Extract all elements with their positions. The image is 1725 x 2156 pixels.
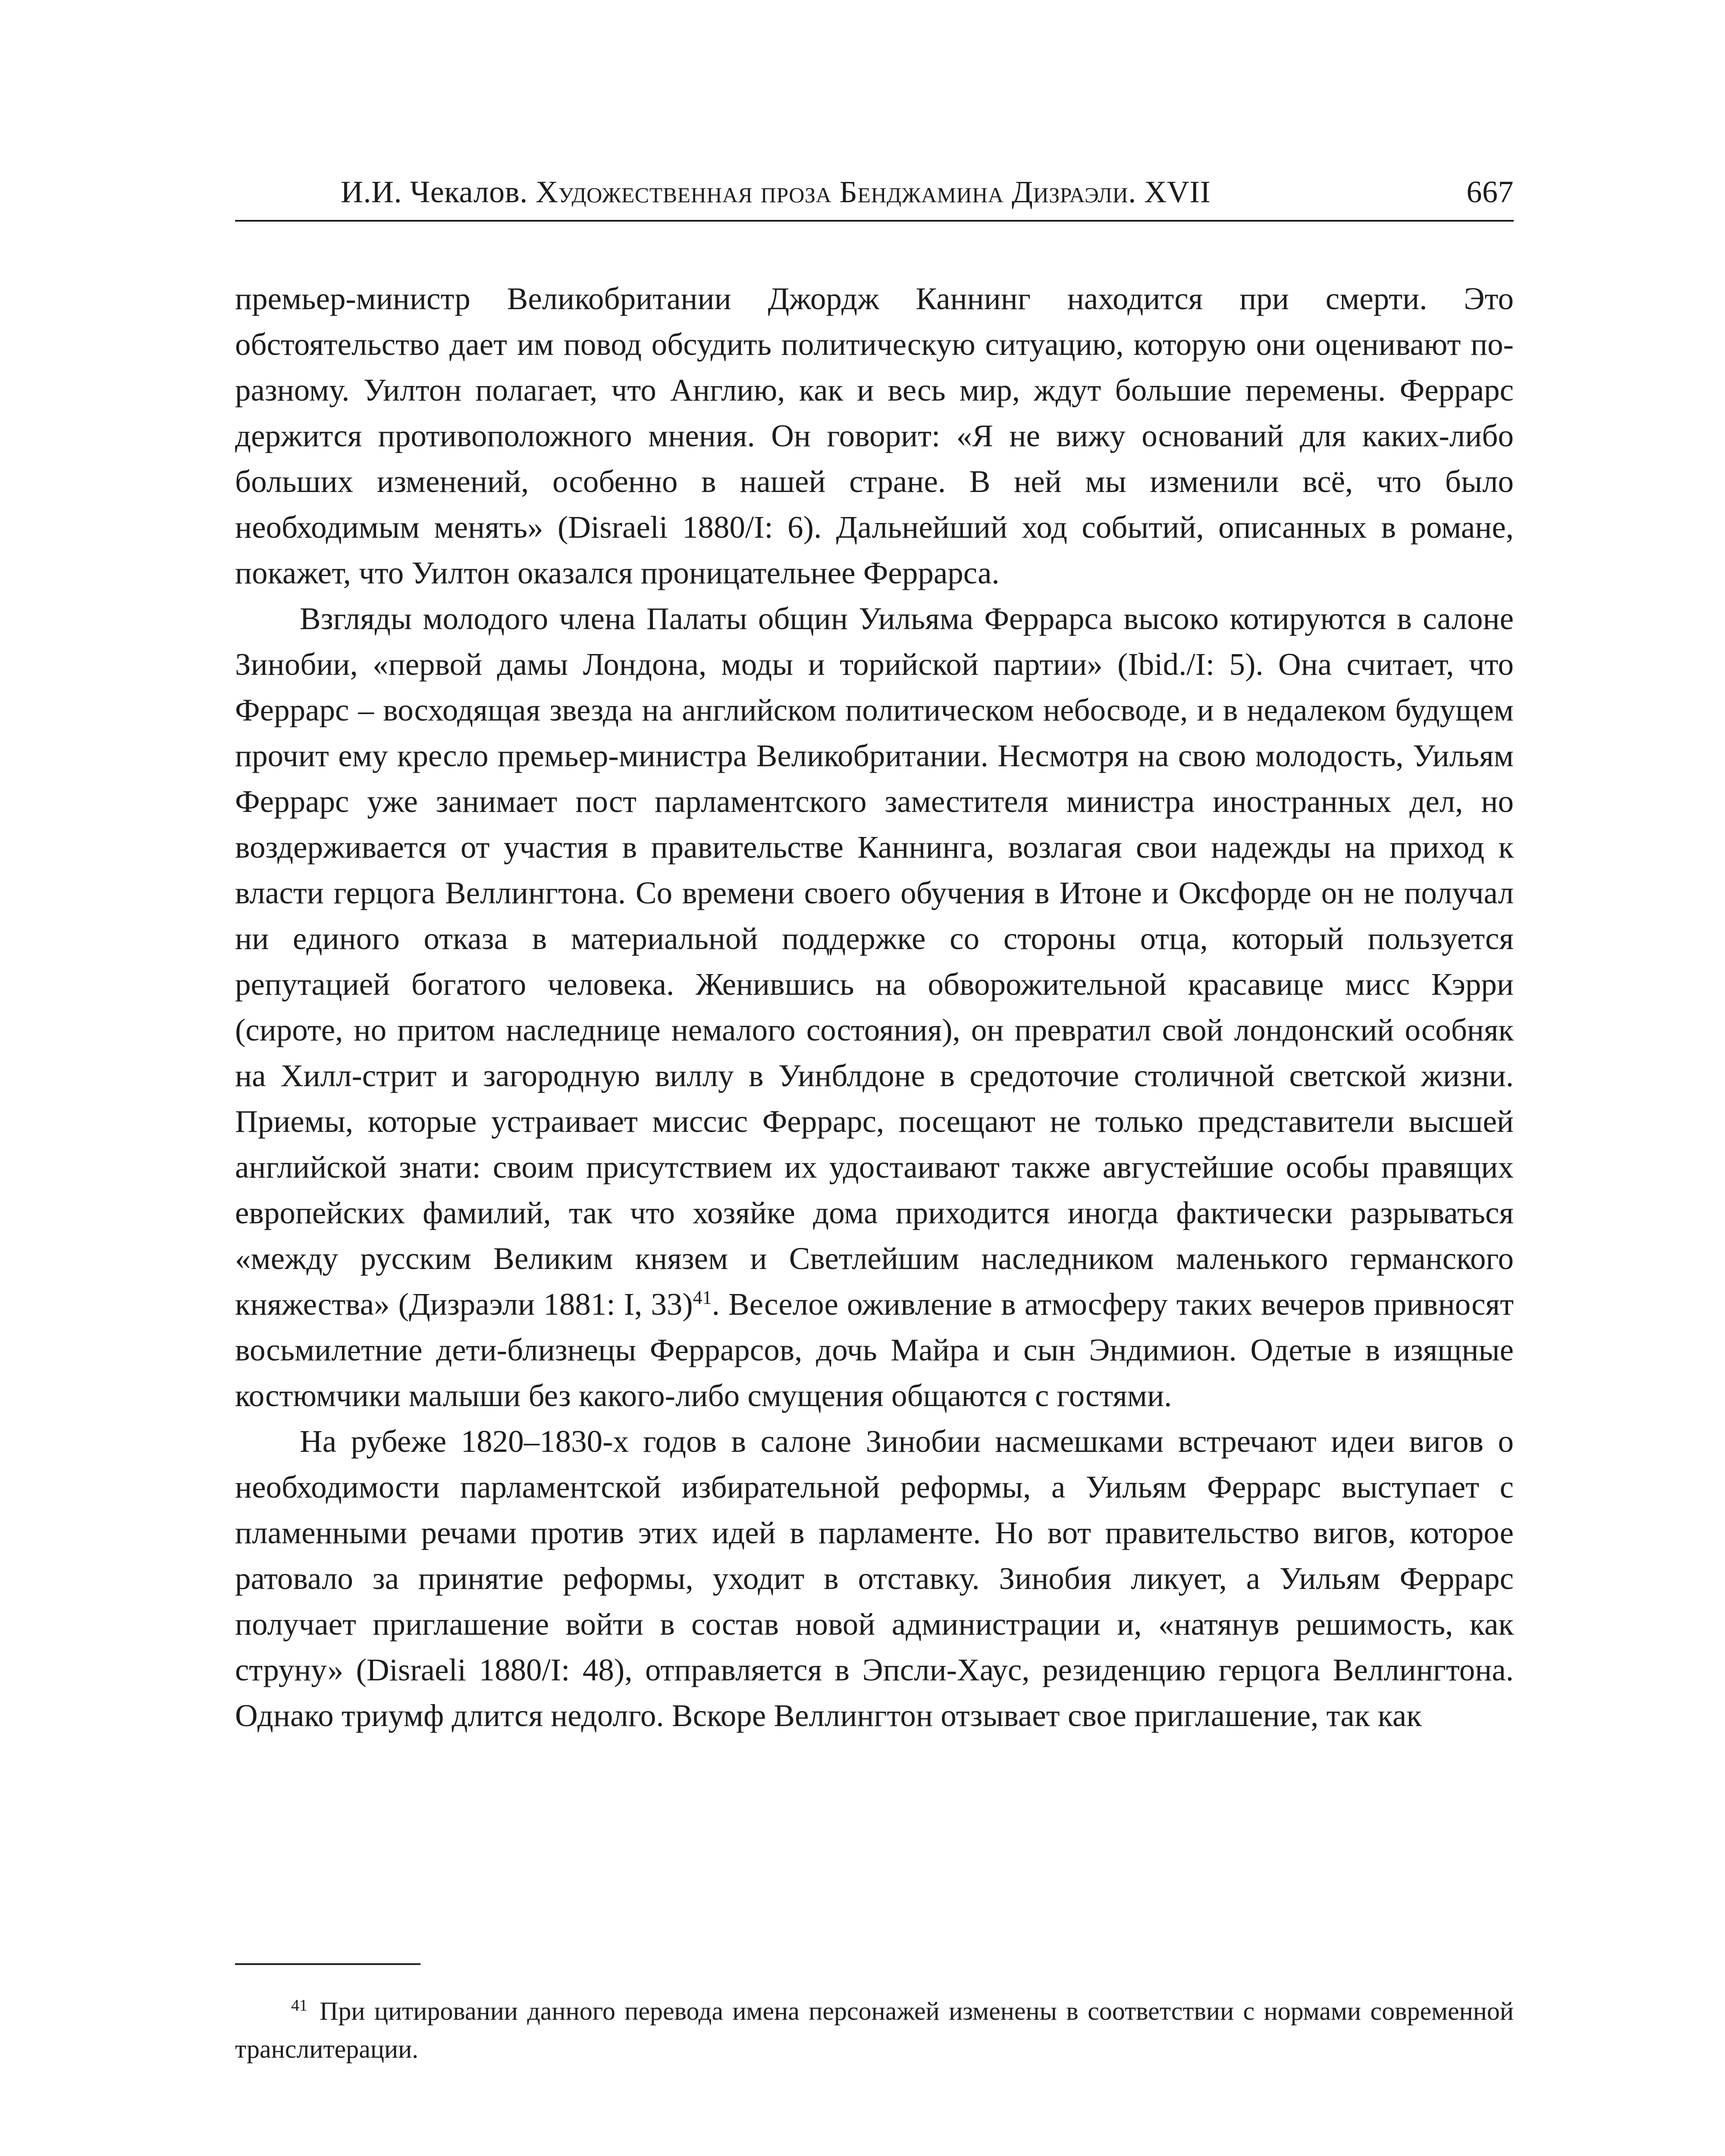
running-book-title: Художественная проза Бенджамина Дизраэли. XVII [536, 175, 1211, 209]
paragraph-2-part-2: . Веселое оживление в атмосферу таких вечеров привносят восьмилетние дети-близнецы Феррарсов, дочь Майра и сын Эндимион. Одетые в изящные костюмчики малыши без какого-либо смущения общаются с гостями. [235, 1287, 1514, 1413]
footnote-separator [235, 1963, 420, 1965]
header-rule [235, 220, 1514, 222]
paragraph-2 [235, 596, 1514, 1419]
footnote-number: 41 [291, 1996, 307, 2015]
footnote-text: При цитировании данного перевода имена персонажей изменены в соответствии с нормами современной транслитерации. [235, 1997, 1514, 2063]
paragraph-3: На рубеже 1820–1830-х годов в салоне Зинобии насмешками встречают идеи вигов о необходимости парламентской избирательной реформы, а Уильям Феррарс выступает с пламенными речами против этих идей в парламенте. Но вот правительство вигов, которое ратовало за принятие реформы, уходит в отставку. Зинобия ликует, а Уильям Феррарс получает приглашение войти в состав новой администрации и, «натянув решимость, как струну» (Disraeli 1880/I: 48), отправляется в Эпсли-Хаус, резиденцию герцога Веллингтона. Однако триумф длится недолго. Вскоре Веллингтон отзывает свое приглашение, так как [235, 1424, 1514, 1733]
running-author: И.И. Чекалов. [341, 175, 528, 209]
footnote [235, 1992, 1514, 2068]
main-text [235, 276, 1514, 1739]
paragraph-2-part-1: Взгляды молодого члена Палаты общин Уильяма Феррарса высоко котируются в салоне Зинобии, «первой дамы Лондона, моды и торийской партии» (Ibid./I: 5). Она считает, что Феррарс – восходящая звезда на английском политическом небосводе, и в недалеком будущем прочит ему кресло премьер-министра Великобритании. Несмотря на свою молодость, Уильям Феррарс уже занимает пост парламентского заместителя министра иностранных дел, но воздерживается от участия в правительстве Каннинга, возлагая свои надежды на приход к власти герцога Веллингтона. Со времени своего обучения в Итоне и Оксфорде он не получал ни единого отказа в материальной поддержке со стороны отца, который пользуется репутацией богатого человека. Женившись на обворожительной красавице мисс Кэрри (сироте, но притом наследнице немалого состояния), он превратил свой лондонский особняк на Хилл-стрит и загородную виллу в Уинблдоне в средоточие столичной светской жизни. Приемы, которые устраивает миссис Феррарс, посещают не только представители высшей английской знати: своим присутствием их удостаивают также августейшие особы правящих европейских фамилий, так что хозяйке дома приходится иногда фактически разрываться «между русским Великим князем и Светлейшим наследником маленького германского княжества» (Дизраэли 1881: I, 33) [235, 601, 1514, 1322]
running-title [341, 170, 1211, 213]
footnote-reference: 41 [693, 1287, 712, 1308]
page-number: 667 [1466, 175, 1514, 209]
paragraph-1: премьер-министр Великобритании Джордж Каннинг находится при смерти. Это обстоятельство дает им повод обсудить политическую ситуацию, которую они оценивают по-разному. Уилтон полагает, что Англию, как и весь мир, ждут большие перемены. Феррарс держится противоположного мнения. Он говорит: «Я не вижу оснований для каких-либо больших изменений, особенно в нашей стране. В ней мы изменили всё, что было необходимым менять» (Disraeli 1880/I: 6). Дальнейший ход событий, описанных в романе, покажет, что Уилтон оказался проницательнее Феррарса. [235, 281, 1514, 590]
